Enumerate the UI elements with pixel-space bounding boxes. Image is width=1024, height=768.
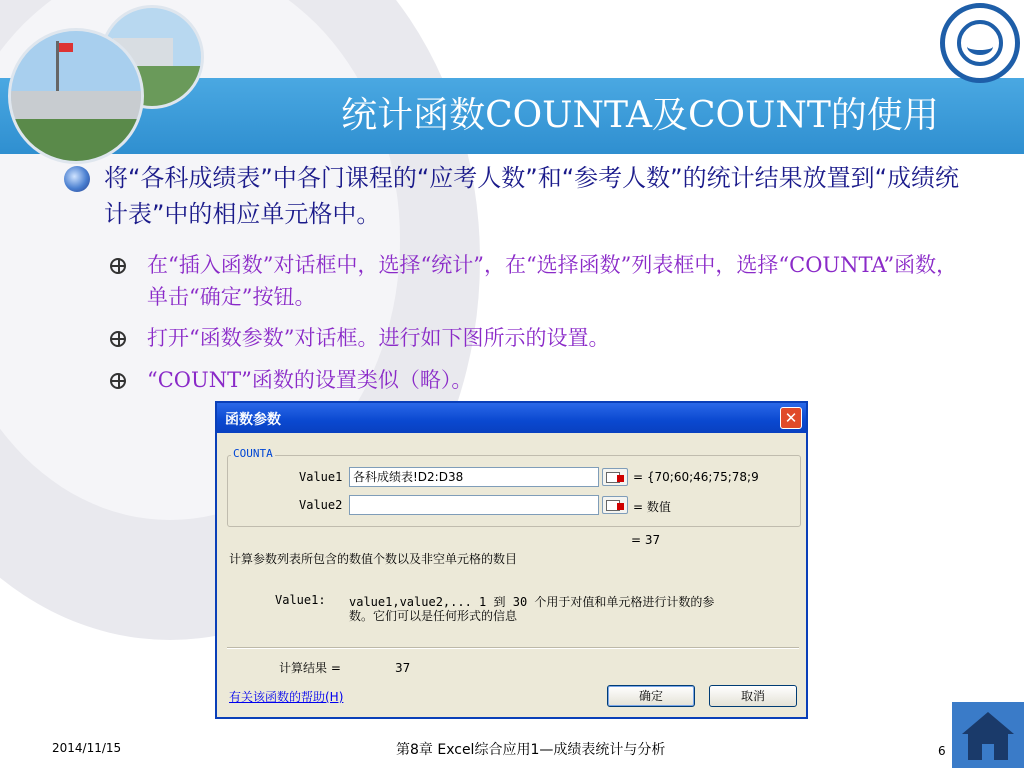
bullet-icon bbox=[110, 331, 126, 347]
value1-label: Value1 bbox=[299, 470, 343, 484]
sub-bullet-1 bbox=[110, 249, 970, 313]
sub-bullet-3 bbox=[110, 364, 970, 396]
campus-photo-large bbox=[8, 28, 144, 164]
value2-label: Value2 bbox=[299, 498, 343, 512]
formula-result-inline: = 37 bbox=[631, 533, 661, 547]
dialog-separator bbox=[227, 647, 799, 649]
logo-emblem bbox=[957, 20, 1003, 66]
logo-wave-icon bbox=[967, 38, 993, 55]
dialog-title-bar[interactable] bbox=[217, 403, 806, 433]
sub-bullet-text: 打开“函数参数”对话框。进行如下图所示的设置。 bbox=[147, 326, 610, 350]
range-selector-icon[interactable] bbox=[602, 496, 628, 514]
sub-bullet-2 bbox=[110, 322, 970, 354]
value2-result-text: = 数值 bbox=[633, 500, 671, 514]
footer-date: 2014/11/15 bbox=[52, 741, 122, 755]
page-number: 6 bbox=[938, 744, 946, 758]
sub-bullet-text: “COUNT”函数的设置类似（略）。 bbox=[147, 368, 473, 392]
value1-input[interactable]: 各科成绩表!D2:D38 bbox=[349, 467, 599, 487]
dialog-title: 函数参数 bbox=[225, 412, 281, 428]
value2-input[interactable] bbox=[349, 495, 599, 515]
home-icon bbox=[962, 712, 1014, 734]
arguments-group bbox=[227, 455, 801, 527]
main-bullet-icon bbox=[64, 166, 90, 192]
close-icon[interactable]: ✕ bbox=[780, 407, 802, 429]
value1-result: = {70;60;46;75;78;9 bbox=[633, 470, 759, 484]
bullet-icon bbox=[110, 258, 126, 274]
cancel-button[interactable]: 取消 bbox=[709, 685, 797, 707]
slide-title: 统计函数COUNTA及COUNT的使用 bbox=[341, 95, 939, 136]
function-help-link[interactable]: 有关该函数的帮助(H) bbox=[229, 690, 344, 704]
university-logo bbox=[940, 3, 1020, 83]
function-arguments-dialog bbox=[215, 401, 808, 719]
home-icon-door bbox=[982, 744, 994, 760]
argument-help-label: Value1: bbox=[275, 593, 326, 607]
function-description: 计算参数列表所包含的数值个数以及非空单元格的数目 bbox=[229, 552, 518, 566]
argument-help-line1: value1,value2,... 1 到 30 个用于对值和单元格进行计数的参 bbox=[349, 595, 715, 609]
bullet-icon bbox=[110, 373, 126, 389]
ok-button[interactable]: 确定 bbox=[607, 685, 695, 707]
footer-title: 第8章 Excel综合应用1—成绩表统计与分析 bbox=[396, 742, 666, 758]
range-selector-icon[interactable] bbox=[602, 468, 628, 486]
value2-result bbox=[633, 498, 773, 515]
main-bullet-text: 将“各科成绩表”中各门课程的“应考人数”和“参考人数”的统计结果放置到“成绩统计表”中的相应单元格中。 bbox=[104, 164, 960, 228]
argument-help-line2: 数。它们可以是任何形式的信息 bbox=[349, 609, 518, 623]
result-value: 37 bbox=[395, 661, 411, 675]
sub-bullet-text: 在“插入函数”对话框中，选择“统计”，在“选择函数”列表框中，选择“COUNTA”函数，单击“确定”按钮。 bbox=[147, 253, 958, 309]
function-name-label: COUNTA bbox=[233, 447, 273, 460]
result-label: 计算结果 = bbox=[279, 661, 341, 675]
